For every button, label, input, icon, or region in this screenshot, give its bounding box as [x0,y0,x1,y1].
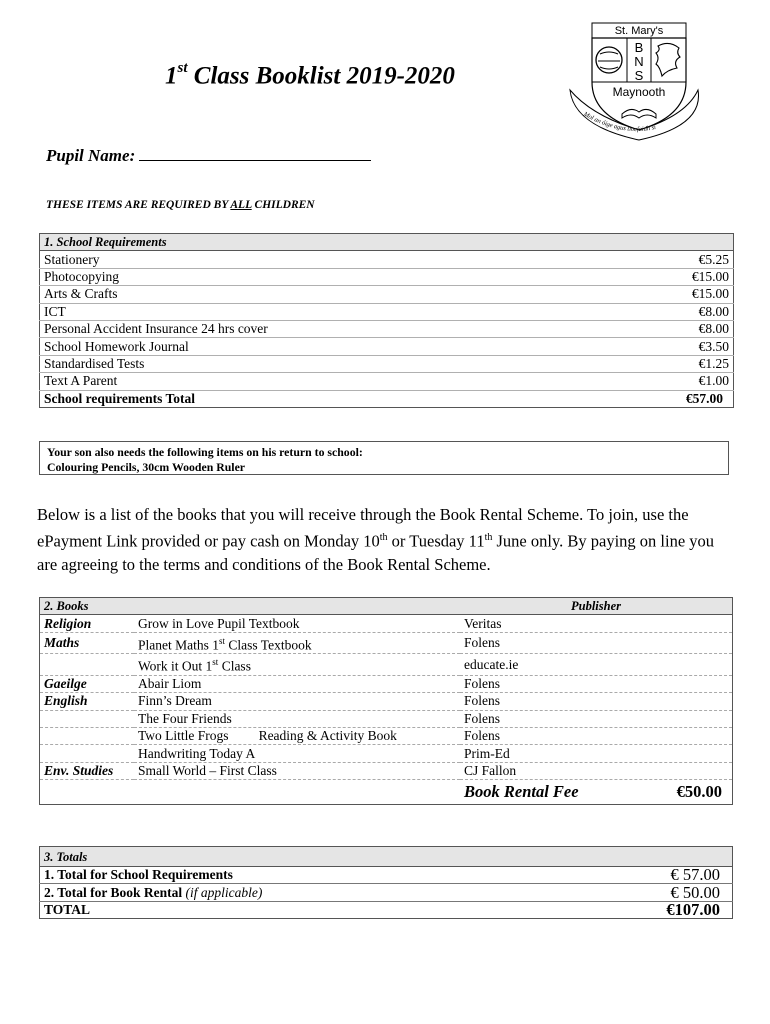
section-heading: 2. Books [40,598,461,615]
table-row: TOTAL €107.00 [44,899,720,919]
table-row: 1. Total for School Requirements € 57.00 [40,867,733,884]
table-row: Work it Out 1st Class educate.ie [40,654,733,676]
school-requirements-table [39,233,734,408]
table-row: Arts & Crafts €15.00 [40,286,734,303]
table-row: Text A Parent €1.00 [40,373,734,390]
crest-letter-s: S [634,68,644,83]
book-rental-fee-row: Book Rental Fee €50.00 [464,782,722,802]
page-title: 1st Class Booklist 2019-2020 [165,60,455,90]
table-row: Stationery €5.25 [40,251,734,268]
table-row: Maths Planet Maths 1st Class Textbook Folens [40,632,733,654]
table-row: ICT €8.00 [40,303,734,320]
pupil-name-field[interactable]: Pupil Name: [46,146,371,166]
table-row: Gaeilge Abair Liom Folens [40,675,733,692]
table-row: 2. Total for Book Rental (if applicable) € 50.00 [40,884,733,901]
table-row: Photocopying €15.00 [40,268,734,285]
table-row: Env. Studies Small World – First Class CJ Fallon [40,762,733,779]
school-crest-logo [566,20,702,144]
pupil-name-line[interactable] [139,146,371,161]
crest-town-text: Maynooth [612,85,666,99]
crest-motto: Mol an óige agus tiocfaidh sí [582,110,657,134]
book-rental-intro: Below is a list of the books that you will receive through the Book Rental Scheme. To join, use the ePayment Link provided or pay cash on Monday 10th or Tuesday 11th June only. By paying on line you are agreeing to the terms and conditions of the Book Rental Scheme. [37,505,715,574]
table-row: The Four Friends Folens [40,710,733,727]
publisher-heading: Publisher [460,598,733,615]
table-row: Two Little Frogs Reading & Activity Book Folens [40,727,733,744]
table-row: Personal Accident Insurance 24 hrs cover €8.00 [40,320,734,337]
crest-letter-b: B [634,40,644,55]
crest-school-text: St. Mary's [614,25,664,37]
crest-letter-n: N [634,54,644,69]
table-row: School Homework Journal €3.50 [40,338,734,355]
table-row: Religion Grow in Love Pupil Textbook Veritas [40,615,733,632]
note-line: Your son also needs the following items on his return to school: [47,445,363,459]
totals-table [39,846,733,919]
table-row: Standardised Tests €1.25 [40,355,734,372]
additional-items-note [39,441,729,475]
note-line: Colouring Pencils, 30cm Wooden Ruler [47,460,246,474]
section-heading: 1. School Requirements [40,234,734,251]
table-row: Handwriting Today A Prim-Ed [40,745,733,762]
section-heading: 3. Totals [40,847,733,867]
requirements-total-row: School requirements Total €57.00 [44,390,723,406]
required-notice: THESE ITEMS ARE REQUIRED BY ALL CHILDREN [46,199,315,211]
table-row: English Finn’s Dream Folens [40,693,733,710]
books-table [39,597,733,805]
